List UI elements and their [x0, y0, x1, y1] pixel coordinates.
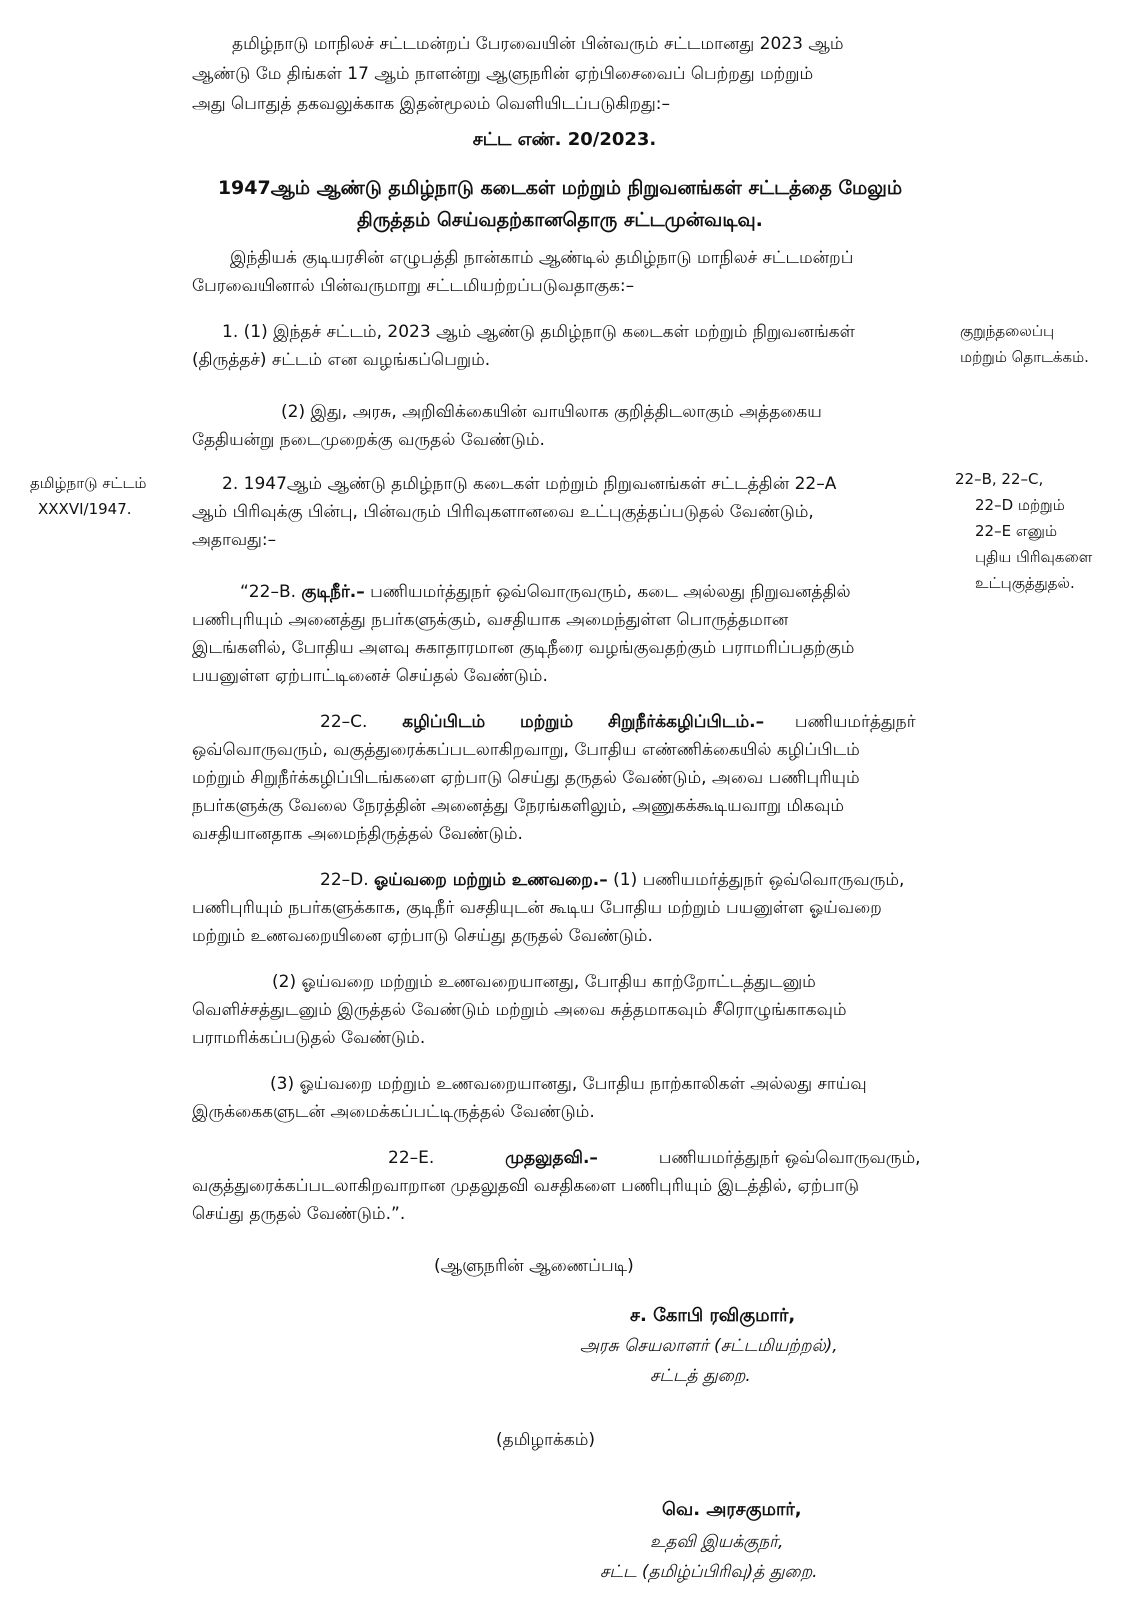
- s22d-line-1-rest: (1) பணியமர்த்துநர் ஒவ்வொருவரும்,: [613, 870, 905, 890]
- s22d-line-3: மற்றும் உணவறையினை ஏற்பாடு செய்து தருதல் வேண்டும்.: [192, 926, 653, 946]
- section1-sub1-line-2: (திருத்தச்) சட்டம் என வழங்கப்பெறும்.: [192, 350, 491, 370]
- s22c-number: 22–C.: [320, 712, 368, 732]
- intro-line-1: [232, 30, 937, 58]
- signatory1-role: அரசு செயலாளர் (சட்டமியற்றல்),: [580, 1336, 838, 1356]
- s22d-sub3-line-1: (3) ஓய்வறை மற்றும் உணவறையானது, போதிய நாற்காலிகள் அல்லது சாய்வு: [270, 1074, 867, 1094]
- intro-line-1-text: தமிழ்நாடு மாநிலச் சட்டமன்றப் பேரவையின் பின்வரும் சட்டமானது 2023 ஆம்: [232, 34, 844, 54]
- s22c-line-4: நபர்களுக்கு வேலை நேரத்தின் அனைத்து நேரங்களிலும், அணுகக்கூடியவாறு மிகவும்: [192, 796, 845, 816]
- s22d-sub2-line-2: வெளிச்சத்துடனும் இருத்தல் வேண்டும் மற்றும் அவை சுத்தமாகவும் சீரொழுங்காகவும்: [192, 1000, 847, 1020]
- s22d-sub2-line-1: (2) ஓய்வறை மற்றும் உணவறையானது, போதிய காற்றோட்டத்துடனும்: [272, 972, 816, 992]
- intro-line-2: [192, 60, 937, 88]
- s22c-line-3: மற்றும் சிறுநீர்க்கழிப்பிடங்களை ஏற்பாடு செய்து தருதல் வேண்டும், அவை பணிபுரியும்: [192, 768, 860, 788]
- s22d-heading: ஓய்வறை மற்றும் உணவறை.–: [374, 870, 608, 890]
- section1-sub2-line-1: (2) இது, அரசு, அறிவிக்கையின் வாயிலாக குறித்திடலாகும் அத்தகைய: [281, 402, 822, 422]
- s22b-line-1: [240, 578, 851, 606]
- section2-left-margin-line-2: XXXVI/1947.: [38, 500, 132, 518]
- section2-right-margin-line-3: 22–E எனும்: [975, 522, 1058, 540]
- translation-note: (தமிழாக்கம்): [496, 1430, 596, 1450]
- s22c-heading-a: கழிப்பிடம்: [402, 712, 486, 732]
- s22c-line-2: ஒவ்வொருவரும், வகுத்துரைக்கப்படலாகிறவாறு, போதிய எண்ணிக்கையில் கழிப்பிடம்: [192, 740, 860, 760]
- s22b-number: “22–B.: [240, 582, 297, 602]
- act-title-line-2: திருத்தம் செய்வதற்கானதொரு சட்டமுன்வடிவு.: [357, 209, 763, 231]
- intro-line-2-text: ஆண்டு மே திங்கள் 17 ஆம் நாளன்று ஆளுநரின் ஏற்பிசைவைப் பெற்றது மற்றும்: [192, 64, 814, 84]
- enacting-line-1: இந்தியக் குடியரசின் எழுபத்தி நான்காம் ஆண்டில் தமிழ்நாடு மாநிலச் சட்டமன்றப்: [230, 248, 854, 268]
- signatory1-dept: சட்டத் துறை.: [650, 1366, 751, 1386]
- s22e-line-1: [388, 1144, 921, 1172]
- act-title-line-1: 1947ஆம் ஆண்டு தமிழ்நாடு கடைகள் மற்றும் நிறுவனங்கள் சட்டத்தை மேலும்: [217, 177, 903, 199]
- s22b-line-1-rest: பணியமர்த்துநர் ஒவ்வொருவரும், கடை அல்லது நிறுவனத்தில்: [370, 582, 851, 602]
- s22d-sub3-line-2: இருக்கைகளுடன் அமைக்கப்பட்டிருத்தல் வேண்டும்.: [192, 1102, 595, 1122]
- signatory2-name: வெ. அரசகுமார்,: [662, 1499, 802, 1520]
- signatory1-name: ச. கோபி ரவிகுமார்,: [630, 1305, 796, 1326]
- s22c-line-1-rest: பணியமர்த்துநர்: [794, 712, 916, 732]
- intro-line-3: [192, 90, 937, 118]
- section2-line-1: 2. 1947ஆம் ஆண்டு தமிழ்நாடு கடைகள் மற்றும் நிறுவனங்கள் சட்டத்தின் 22–A: [222, 474, 837, 494]
- s22d-sub2-line-3: பராமரிக்கப்படுதல் வேண்டும்.: [192, 1028, 426, 1048]
- s22e-heading: முதலுதவி.–: [505, 1148, 598, 1168]
- section2-right-margin-line-4: புதிய பிரிவுகளை: [975, 548, 1093, 566]
- section2-line-3: அதாவது:–: [192, 530, 277, 550]
- s22e-number: 22–E.: [388, 1148, 435, 1168]
- section1-sub1-line-1: 1. (1) இந்தச் சட்டம், 2023 ஆம் ஆண்டு தமிழ்நாடு கடைகள் மற்றும் நிறுவனங்கள்: [222, 322, 856, 342]
- s22d-number: 22–D.: [320, 870, 369, 890]
- s22d-line-1: [320, 866, 904, 894]
- s22b-line-2: பணிபுரியும் அனைத்து நபர்களுக்கும், வசதியாக அமைந்துள்ள பொருத்தமான: [192, 610, 789, 630]
- s22b-line-4: பயனுள்ள ஏற்பாட்டினைச் செய்தல் வேண்டும்.: [192, 666, 548, 686]
- s22c-heading-c: சிறுநீர்க்கழிப்பிடம்.–: [607, 712, 765, 732]
- section1-sub2-line-2: தேதியன்று நடைமுறைக்கு வருதல் வேண்டும்.: [192, 430, 545, 450]
- signatory2-role: உதவி இயக்குநர்,: [650, 1532, 784, 1552]
- section2-right-margin-line-2: 22–D மற்றும்: [975, 496, 1065, 514]
- s22e-line-1-rest: பணியமர்த்துநர் ஒவ்வொருவரும்,: [658, 1148, 921, 1168]
- section1-margin-line-1: குறுந்தலைப்பு: [960, 322, 1055, 340]
- s22c-line-1: [320, 708, 916, 736]
- section2-left-margin-line-1: தமிழ்நாடு சட்டம்: [30, 474, 147, 492]
- act-number: சட்ட எண். 20/2023.: [472, 129, 657, 150]
- s22b-heading: குடிநீர்.–: [301, 582, 365, 602]
- section1-margin-line-2: மற்றும் தொடக்கம்.: [960, 348, 1089, 366]
- s22d-line-2: பணிபுரியும் நபர்களுக்காக, குடிநீர் வசதியுடன் கூடிய போதிய மற்றும் பயனுள்ள ஓய்வறை: [192, 898, 882, 918]
- signatory2-dept: சட்ட (தமிழ்ப்பிரிவு)த் துறை.: [600, 1562, 818, 1582]
- section2-right-margin-line-5: உட்புகுத்துதல்.: [975, 574, 1075, 592]
- intro-line-3-text: அது பொதுத் தகவலுக்காக இதன்மூலம் வெளியிடப்படுகிறது:–: [192, 94, 670, 114]
- governor-order: (ஆளுநரின் ஆணைப்படி): [434, 1256, 634, 1276]
- s22e-line-3: செய்து தருதல் வேண்டும்.”.: [192, 1204, 406, 1224]
- s22e-line-2: வகுத்துரைக்கப்படலாகிறவாறான முதலுதவி வசதிகளை பணிபுரியும் இடத்தில், ஏற்பாடு: [192, 1176, 860, 1196]
- section2-right-margin-line-1: 22–B, 22–C,: [955, 470, 1044, 488]
- s22b-line-3: இடங்களில், போதிய அளவு சுகாதாரமான குடிநீரை வழங்குவதற்கும் பராமரிப்பதற்கும்: [192, 638, 855, 658]
- act-title: [150, 172, 970, 236]
- enacting-line-2: பேரவையினால் பின்வருமாறு சட்டமியற்றப்படுவதாகுக:–: [192, 276, 635, 296]
- section2-line-2: ஆம் பிரிவுக்கு பின்பு, பின்வரும் பிரிவுகளானவை உட்புகுத்தப்படுதல் வேண்டும்,: [192, 502, 814, 522]
- s22c-line-5: வசதியானதாக அமைந்திருத்தல் வேண்டும்.: [192, 824, 523, 844]
- s22c-heading-b: மற்றும்: [520, 712, 574, 732]
